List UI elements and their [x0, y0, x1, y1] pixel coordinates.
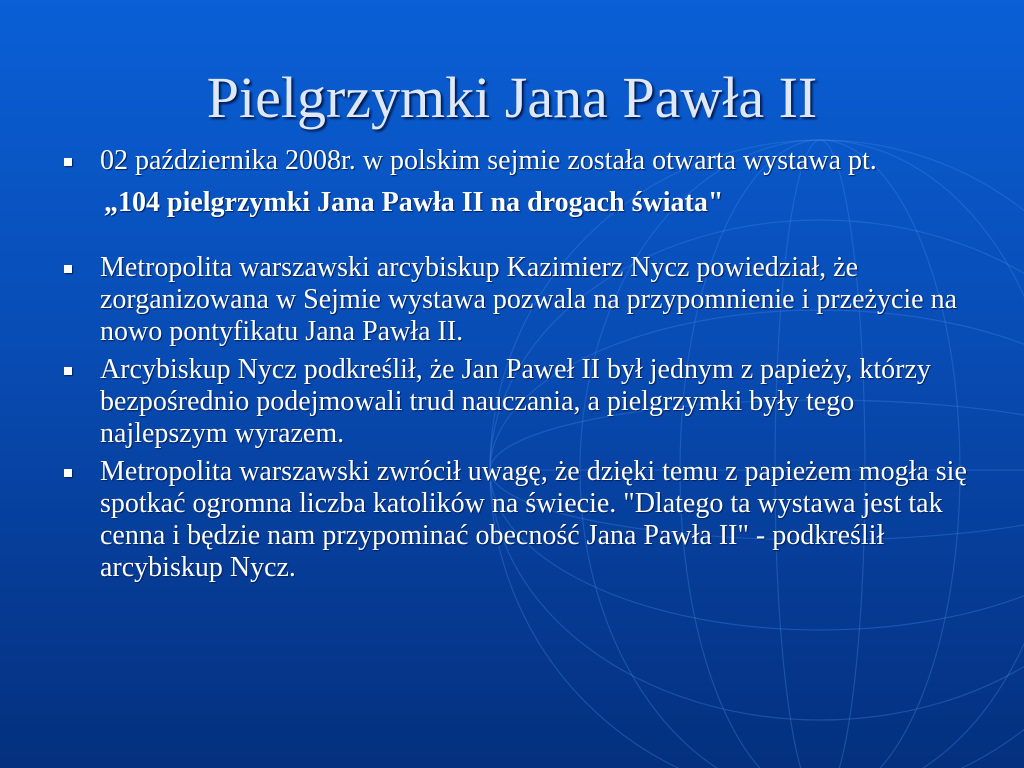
square-bullet-icon: [64, 158, 72, 166]
square-bullet-icon: [64, 469, 72, 477]
list-item-text: 02 października 2008r. w polskim sejmie została otwarta wystawa pt.: [100, 145, 877, 176]
square-bullet-icon: [64, 367, 72, 375]
divider: [60, 219, 980, 252]
square-bullet-icon: [64, 265, 72, 273]
exhibition-title: „104 pielgrzymki Jana Pawła II na drogach świata": [104, 187, 724, 218]
slide-title: Pielgrzymki Jana Pawła II: [206, 65, 818, 130]
bullet-list: [60, 145, 980, 590]
list-item: [60, 145, 980, 177]
list-item: [60, 354, 980, 450]
list-item-text: Metropolita warszawski zwrócił uwagę, że dzięki temu z papieżem mogła się spotkać ogromna liczba katolików na świecie. "Dlatego ta wystawa jest tak cenna i będzie nam przypominać obecność Jana Pawła II" - podkreślił arcybiskup Nycz.: [100, 456, 967, 583]
list-item: [60, 252, 980, 348]
list-item-text: Arcybiskup Nycz podkreślił, że Jan Paweł II był jednym z papieży, którzy bezpośrednio podejmowali trud nauczania, a pielgrzymki były tego najlepszym wyrazem.: [100, 354, 931, 449]
list-item: [60, 456, 980, 584]
list-item-text: Metropolita warszawski arcybiskup Kazimierz Nycz powiedział, że zorganizowana w Sejmie wystawa pozwala na przypomnienie i przeżycie na nowo pontyfikatu Jana Pawła II.: [100, 252, 958, 347]
